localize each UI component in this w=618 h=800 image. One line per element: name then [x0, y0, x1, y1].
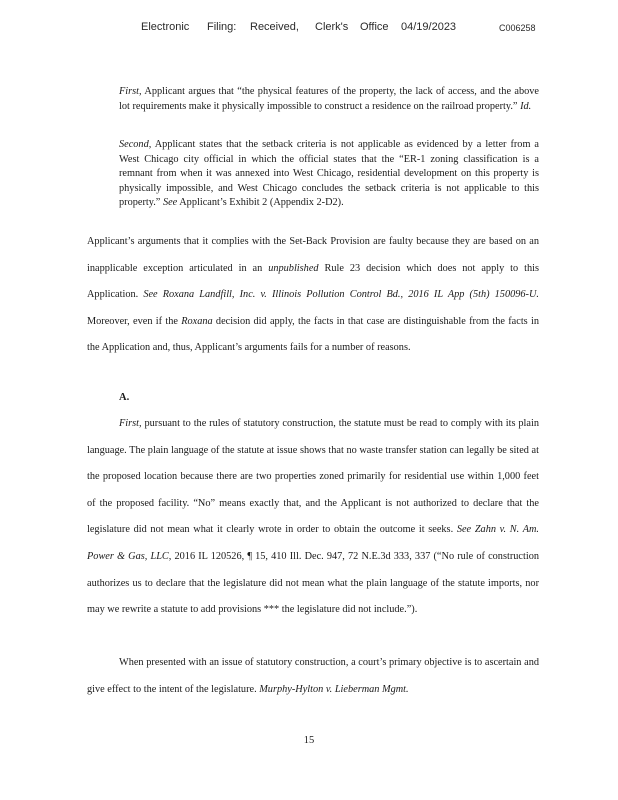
para3-text-1: When presented with an issue of statutory construction, a court’s primary objective is to ascertain and give effect to the intent of the legislature. [87, 657, 539, 695]
block-quote-first-cite: Id. [520, 100, 532, 112]
header-received: Received, [250, 21, 299, 33]
header-clerks: Clerk's [315, 21, 349, 33]
header-office: Office [360, 21, 389, 33]
para3-case-cite: Murphy-Hylton v. Lieberman Mgmt. [259, 683, 409, 695]
para1-roxana: Roxana [181, 315, 213, 327]
block-quote-first-lead: First, [119, 86, 142, 97]
paragraph-statutory-construction [87, 650, 539, 703]
block-quote-second-text: Applicant states that the setback criteria is not applicable as evidenced by a letter from a West Chicago city official in which the official states that the “ER-1 zoning classification is a remnant from when it was annexed into West Chicago, residential development on this property is physically impossible, and West Chicago concludes the setback criteria is not applicable to this property.” [119, 139, 539, 208]
header-electronic: Electronic [141, 21, 190, 33]
para2-lead: First, [119, 418, 142, 429]
para2-case-cite: See Zahn v. N. Am. Power & Gas, LLC, [87, 524, 539, 562]
block-quote-first-text: Applicant argues that “the physical features of the property, the lack of access, and the above lot requirements make it physically impossible to construct a residence on the railroad property.” [119, 86, 539, 112]
para1-case-cite: See Roxana Landfill, Inc. v. Illinois Pollution Control Bd., 2016 IL App (5th) 150096-U. [143, 289, 539, 301]
page-number: 15 [303, 735, 315, 746]
para1-unpublished: unpublished [268, 262, 319, 274]
block-quote-second-tail: Applicant’s Exhibit 2 (Appendix 2-D2). [177, 197, 344, 208]
filing-stamp-header [0, 21, 618, 37]
block-quote-second-see: See [162, 197, 178, 208]
header-date: 04/19/2023 [401, 21, 457, 33]
block-quote-second-lead: Second, [119, 139, 152, 150]
para2-text-1: pursuant to the rules of statutory construction, the statute must be read to comply with its plain language. The plain language of the statute at issue shows that no waste transfer station can legally be sited at the proposed location because there are two properties zoned primarily for residential use within 1,000 feet of the proposed facility. “No” means exactly that, and the Applicant is not authorized to declare that the legislature did not mean what it clearly wrote in order to obtain the outcome it seeks. [87, 418, 539, 536]
block-quote-second [119, 138, 539, 211]
header-doc-id: C006258 [499, 23, 536, 33]
section-heading: A. [119, 392, 130, 403]
para2-text-2: 2016 IL 120526, ¶ 15, 410 Ill. Dec. 947, 72 N.E.3d 333, 337 (“No rule of construction authorizes us to declare that the legislature did not mean what the plain language of the statute imports, nor may we rewrite a statute to add provisions *** the legislature did not include.”). [87, 550, 539, 616]
para1-text-4: decision did apply, the facts in that case are distinguishable from the facts in the Application and, thus, Applicant’s arguments fails for a number of reasons. [87, 315, 539, 354]
para1-text-3: Moreover, even if the [87, 315, 182, 327]
para1-text-1: Applicant’s arguments that it complies with the Set-Back Provision are faulty because they are based on an inapplicable exception articulated in an [87, 236, 539, 274]
paragraph-plain-language [87, 411, 539, 624]
header-filing: Filing: [207, 21, 237, 33]
paragraph-arguments-faulty [87, 229, 539, 362]
block-quote-first [119, 85, 539, 114]
para1-text-2: Rule 23 decision which does not apply to this Application. [87, 262, 539, 301]
